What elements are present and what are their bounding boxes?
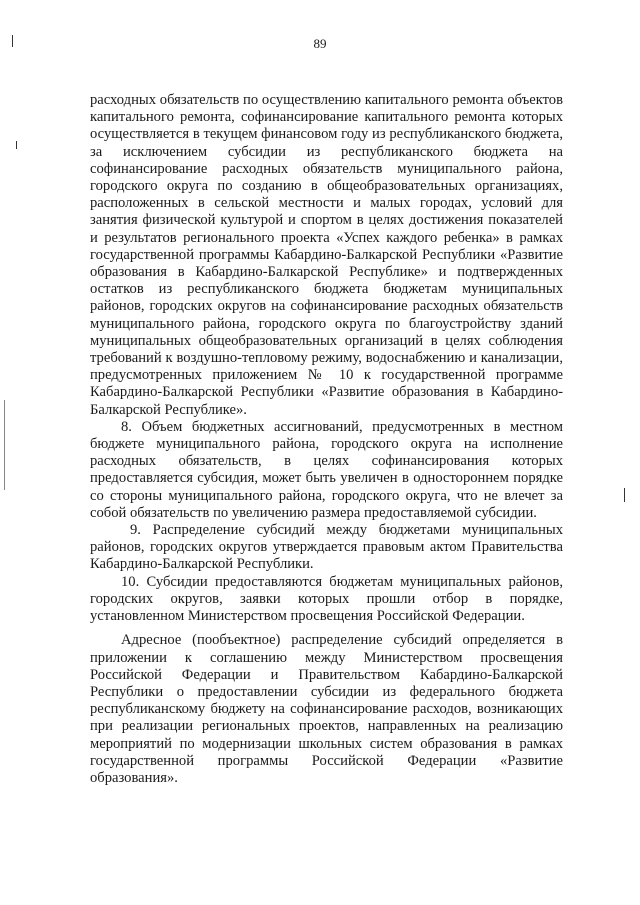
paragraph-item-10: 10. Субсидии предоставляются бюджетам муниципальных районов, городских округов, заявки которых прошли отбор в порядке, установленном Министерством просвещения Российской Федерации.	[90, 573, 563, 625]
paragraph-item-8: 8. Объем бюджетных ассигнований, предусмотренных в местном бюджете муниципального района, городского округа на исполнение расходных обязательств, в целях софинансирования которых предоставляется субсидия, может быть увеличен в одностороннем порядке со стороны муниципального района, городского округа, что не влечет за собой обязательств по увеличению размера предоставляемой субсидии.	[90, 418, 563, 521]
page-number: 89	[313, 36, 327, 51]
scan-mark-left-top	[12, 35, 13, 47]
paragraph-allocation: Адресное (пообъектное) распределение субсидий определяется в приложении к соглашению между Министерством просвещения Российской Федерации и Правительством Кабардино-Балкарской Республики о предоставлении субсидии из федерального бюджета республиканскому бюджету на софинансирование расходов, возникающих при реализации региональных проектов, направленных на реализацию мероприятий по модернизации школьных систем образования в рамках государственной программы Российской Федерации «Развитие образования».	[90, 632, 563, 786]
document-body	[90, 92, 563, 787]
scan-mark-right	[624, 488, 625, 502]
paragraph-item-9: 9. Распределение субсидий между бюджетами муниципальных районов, городских округов утверждается правовым актом Правительства Кабардино-Балкарской Республики.	[90, 522, 563, 573]
scan-mark-left-low	[4, 400, 5, 490]
scan-mark-left-mid	[16, 141, 17, 149]
paragraph-continuation: расходных обязательств по осуществлению капитального ремонта объектов капитального ремонта, софинансирование капитального ремонта которых осуществляется в текущем финансовом году из республиканского бюджета, за исключением субсидии из республиканского бюджета на софинансирование расходных обязательств муниципального района, городского округа по созданию в общеобразовательных организациях, расположенных в сельской местности и малых городах, условий для занятия физической культурой и спортом в целях достижения показателей и результатов регионального проекта «Успех каждого ребенка» в рамках государственной программы Кабардино-Балкарской Республики «Развитие образования в Кабардино-Балкарской Республике» и подтвержденных остатков из республиканского бюджета бюджетам муниципальных районов, городских округов на софинансирование расходных обязательств муниципального района, городского округа по благоустройству зданий муниципальных общеобразовательных организаций в целях соблюдения требований к воздушно-тепловому режиму, водоснабжению и канализации, предусмотренных приложением № 10 к государственной программе Кабардино-Балкарской Республики «Развитие образования в Кабардино-Балкарской Республике».	[90, 92, 563, 418]
